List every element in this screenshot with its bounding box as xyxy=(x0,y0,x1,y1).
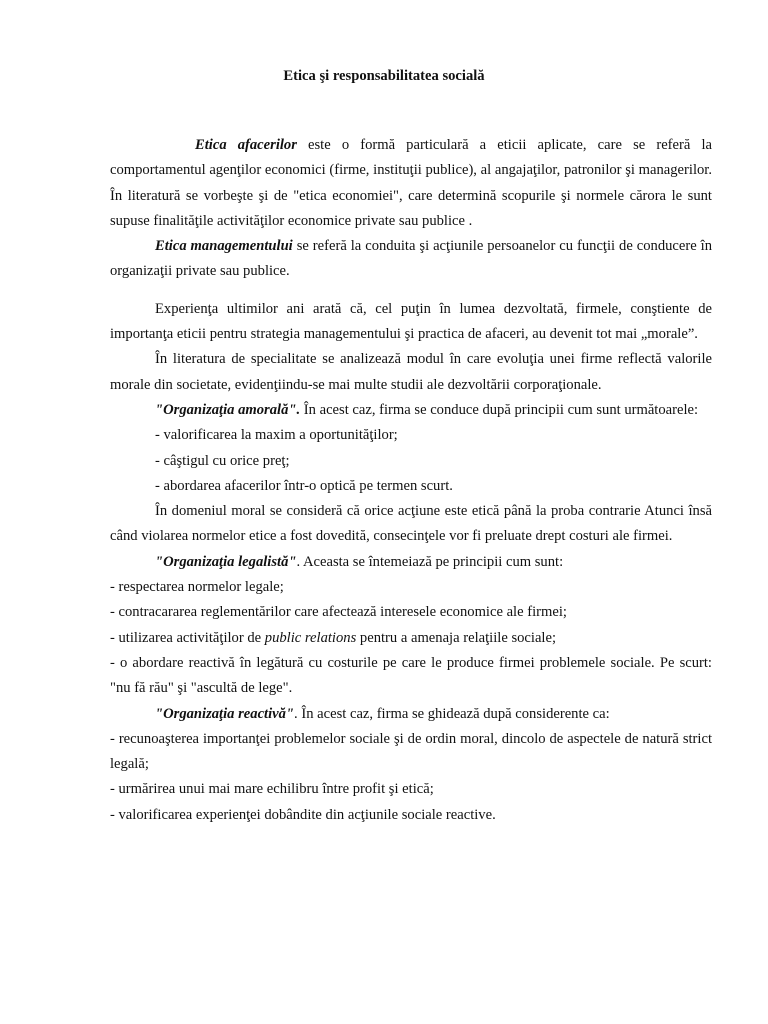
document-title: Etica şi responsabilitatea socială xyxy=(283,68,485,84)
list-item: - urmărirea unui mai mare echilibru între profit şi etică; xyxy=(110,781,434,798)
document-body xyxy=(110,133,712,828)
paragraph-organizatia-amorala xyxy=(110,398,712,423)
paragraph-text: . Aceasta se întemeiază pe principii cum sunt: xyxy=(296,553,564,570)
paragraph-domeniul-moral: În domeniul moral se consideră că orice acţiune este etică până la proba contrarie Atunci însă când violarea normelor etice a fost dovedită, consecinţele vor fi preluate drept costuri ale firmei. xyxy=(110,503,712,545)
paragraph-etica-managementului xyxy=(110,234,712,285)
list-item: - respectarea normelor legale; xyxy=(110,579,284,596)
list-item: - valorificarea la maxim a oportunităţilor; xyxy=(155,427,398,444)
list-item: - contracararea reglementărilor care afectează interesele economice ale firmei; xyxy=(110,604,567,621)
paragraph-text: este o formă particulară a eticii aplicate, care se referă la comportamentul agenţilor economici (firme, instituţii publice), al angajaţilor, patronilor şi managerilor. În literatură se vorbeşte şi de "etica economiei", care determină scopurile şi normele cărora le sunt supuse finalităţile activităţilor economice private sau publice . xyxy=(110,137,712,229)
paragraph-etica-afacerilor xyxy=(110,133,712,234)
list-item: - o abordare reactivă în legătură cu costurile pe care le produce firmei problemele sociale. Pe scurt: "nu fă rău" şi "ascultă de lege". xyxy=(110,654,712,697)
term-public-relations: public relations xyxy=(264,629,357,646)
list-item: - câştigul cu orice preţ; xyxy=(155,452,290,469)
list-item: - valorificarea experienţei dobândite din acţiunile sociale reactive. xyxy=(110,806,496,823)
term-etica-afacerilor: Etica afacerilor xyxy=(195,137,297,153)
term-etica-managementului: Etica managementului xyxy=(155,238,293,255)
paragraph-text: se referă la conduita şi acţiunile persoanelor cu funcţii de conducere în organizaţii private sau publice. xyxy=(110,238,712,280)
list-item: - recunoaşterea importanţei problemelor sociale şi de ordin moral, dincolo de aspectele de natură strict legală; xyxy=(110,730,712,773)
paragraph-literatura: În literatura de specialitate se analizează modul în care evoluţia unei firme reflectă valorile morale din societate, evidenţiindu-se mai multe studii ale dezvoltării corporaţionale. xyxy=(110,351,712,393)
term-organizatia-reactiva: "Organizaţia reactivă" xyxy=(155,705,295,722)
term-organizatia-legalista: "Organizaţia legalistă" xyxy=(155,553,297,570)
list-item-text: - utilizarea activităţilor de xyxy=(110,629,265,646)
list-item-text: pentru a amenaja relaţiile sociale; xyxy=(356,629,557,646)
paragraph-text: . În acest caz, firma se ghidează după considerente ca: xyxy=(294,705,610,722)
paragraph-organizatia-legalista xyxy=(110,550,712,575)
term-organizatia-amorala: "Organizaţia amorală". xyxy=(155,401,301,418)
paragraph-text: În acest caz, firma se conduce după principii cum sunt următoarele: xyxy=(300,401,699,418)
list-item xyxy=(110,626,712,651)
paragraph-experienta: Experienţa ultimilor ani arată că, cel puţin în lumea dezvoltată, firmele, conştiente de importanţa eticii pentru strategia managementului şi practica de afaceri, au devenit tot mai „morale”. xyxy=(110,300,712,343)
list-item: - abordarea afacerilor într-o optică pe termen scurt. xyxy=(155,477,453,494)
paragraph-organizatia-reactiva xyxy=(110,702,712,727)
